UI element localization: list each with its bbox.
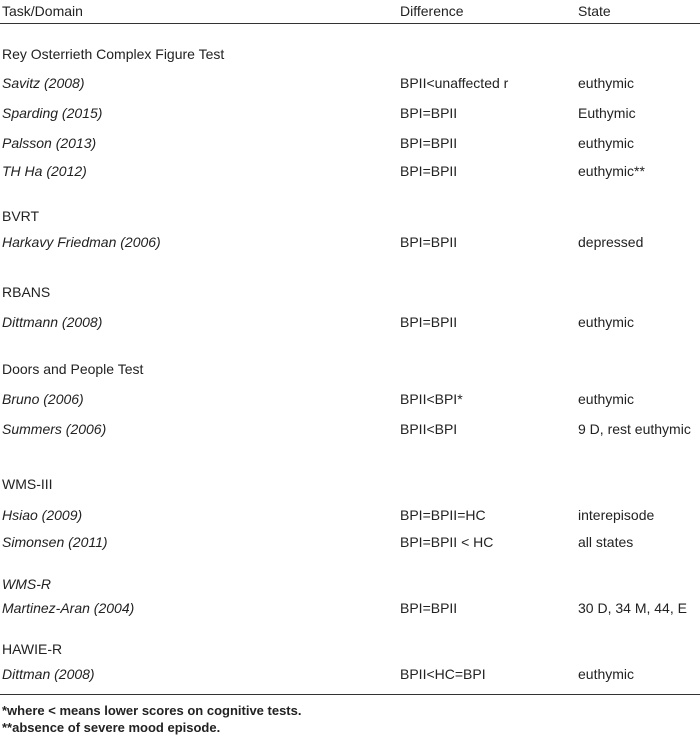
footnote-lower-scores: *where < means lower scores on cognitive tests. [2,703,302,718]
header-state: State [578,3,611,19]
table-header [0,0,700,22]
state-cell: 30 D, 34 M, 44, E [578,600,687,616]
section-title: WMS-R [2,576,51,592]
section-title: BVRT [2,208,40,224]
study-cell: Savitz (2008) [2,75,85,91]
difference-cell: BPII<BPI* [400,391,463,407]
difference-cell: BPI=BPII [400,600,458,616]
difference-cell: BPI=BPII [400,314,458,330]
table-row [0,160,700,182]
state-cell: euthymic** [578,163,645,179]
header-task: Task/Domain [2,3,83,19]
state-cell: all states [578,534,634,550]
study-cell: TH Ha (2012) [2,163,87,179]
study-cell: Palsson (2013) [2,135,97,151]
difference-cell: BPII<unaffected r [400,75,509,91]
table-row [0,72,700,94]
state-cell: interepisode [578,507,655,523]
table-row [0,388,700,410]
table-row [0,311,700,333]
difference-cell: BPI=BPII [400,105,458,121]
table-row [0,504,700,526]
section-row [0,281,700,303]
table-row [0,102,700,124]
table-row [0,663,700,685]
study-cell: Simonsen (2011) [2,534,108,550]
difference-cell: BPI=BPII=HC [400,507,486,523]
header-difference: Difference [400,3,464,19]
table-row [0,597,700,619]
state-cell: Euthymic [578,105,636,121]
table-row [0,531,700,553]
difference-cell: BPI=BPII [400,163,458,179]
header-divider [0,23,700,24]
table-row [0,132,700,154]
footnote-mood-episode: **absence of severe mood episode. [2,720,221,735]
difference-cell: BPI=BPII < HC [400,534,494,550]
state-cell: euthymic [578,666,635,682]
section-title: Doors and People Test [2,361,144,377]
study-cell: Summers (2006) [2,421,107,437]
table-bottom-divider [0,694,700,695]
study-cell: Martinez-Aran (2004) [2,600,135,616]
study-cell: Hsiao (2009) [2,507,83,523]
difference-cell: BPI=BPII [400,135,458,151]
state-cell: euthymic [578,75,635,91]
state-cell: depressed [578,234,644,250]
section-title: HAWIE-R [2,641,63,657]
study-cell: Dittman (2008) [2,666,95,682]
difference-cell: BPII<BPI [400,421,458,437]
section-row [0,638,700,660]
state-cell: euthymic [578,391,635,407]
section-title: WMS-III [2,476,53,492]
study-cell: Harkavy Friedman (2006) [2,234,161,250]
table-row [0,231,700,253]
section-title: RBANS [2,284,51,300]
section-row [0,43,700,65]
section-row [0,573,700,595]
study-cell: Bruno (2006) [2,391,84,407]
section-row [0,473,700,495]
state-cell: 9 D, rest euthymic [578,421,691,437]
section-row [0,358,700,380]
table-row [0,418,700,440]
section-row [0,205,700,227]
study-cell: Sparding (2015) [2,105,103,121]
state-cell: euthymic [578,135,635,151]
state-cell: euthymic [578,314,635,330]
section-title: Rey Osterrieth Complex Figure Test [2,46,225,62]
study-cell: Dittmann (2008) [2,314,103,330]
difference-cell: BPI=BPII [400,234,458,250]
difference-cell: BPII<HC=BPI [400,666,486,682]
